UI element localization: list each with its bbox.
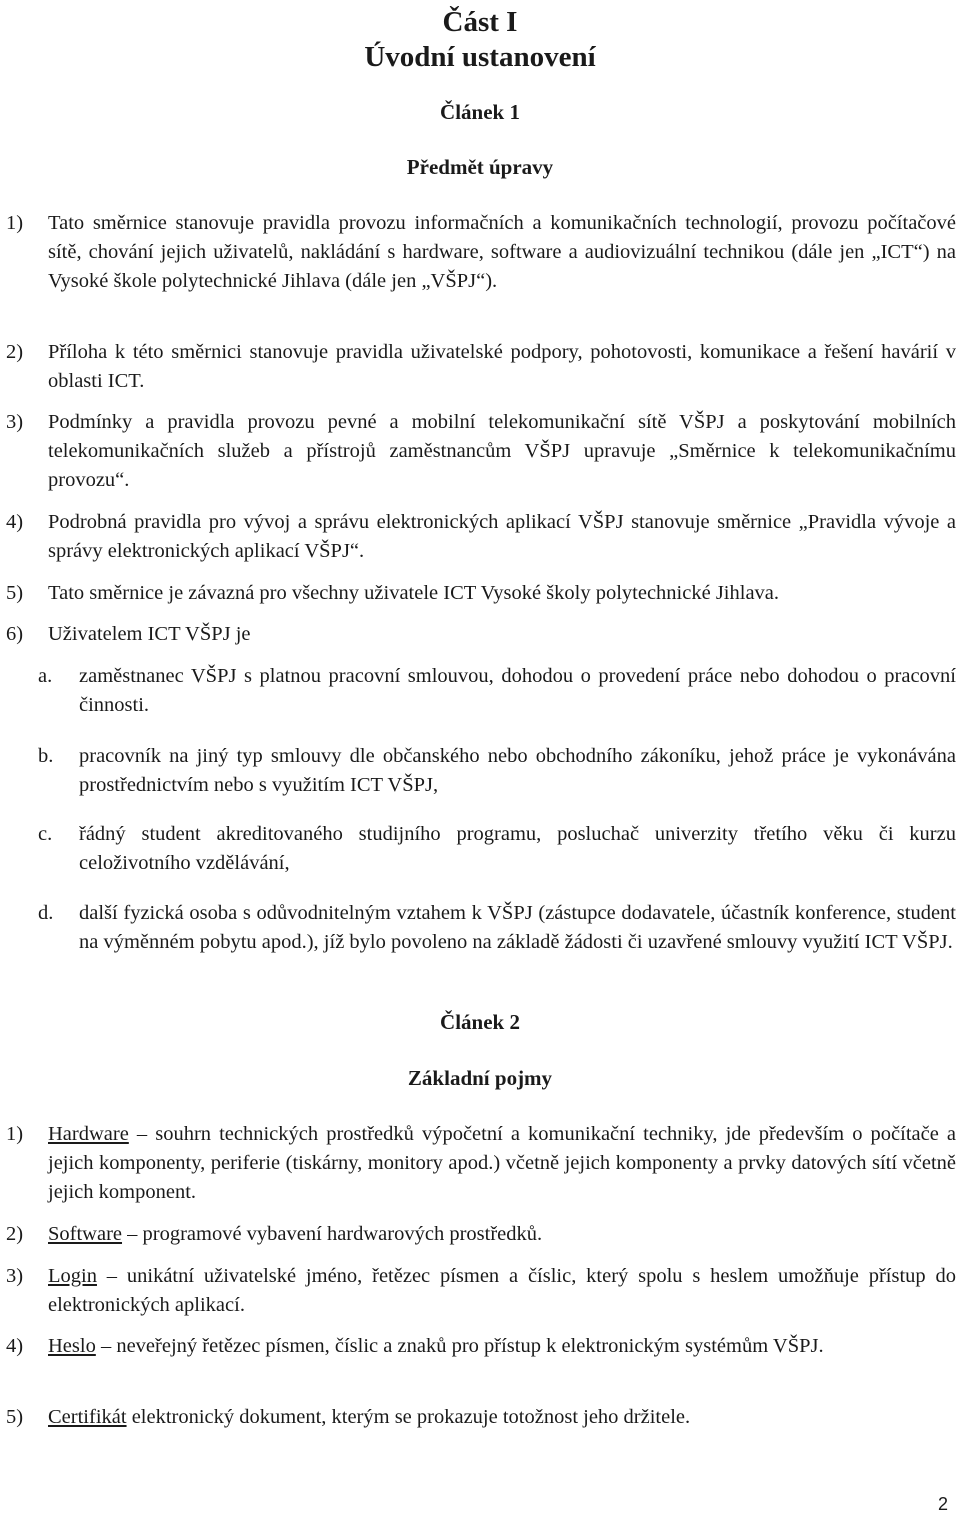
subitem-letter: d. [38,902,54,924]
item-number: 1) [6,212,24,234]
item-number: 6) [6,623,24,645]
subitem-text: pracovník na jiný typ smlouvy dle občanského nebo obchodního zákoníku, jehož práce je vykonávána prostřednictvím nebo s využitím ICT VŠPJ, [79,745,956,796]
definition-number: 1) [6,1123,24,1145]
part-title: Část I [442,6,518,38]
definition-term: Certifikát [48,1406,127,1428]
definition-number: 3) [6,1265,24,1287]
subitem-letter: a. [38,665,53,687]
definition-text [48,1332,956,1361]
definition-number: 5) [6,1406,24,1428]
part-subtitle: Úvodní ustanovení [364,41,596,73]
item-number: 3) [6,411,24,433]
article-2-number: Článek 2 [440,1010,520,1034]
item-text: Příloha k této směrnici stanovuje pravidla uživatelské podpory, pohotovosti, komunikace a řešení havárií v oblasti ICT. [48,341,956,392]
item-text: Uživatelem ICT VŠPJ je [48,623,251,645]
definition-body: – unikátní uživatelské jméno, řetězec písmen a číslic, který spolu s heslem umožňuje přístup do elektronických aplikací. [48,1265,956,1316]
definition-term: Heslo [48,1335,96,1357]
definition-text [48,1220,956,1249]
definition-number: 2) [6,1223,24,1245]
page-number: 2 [937,1494,948,1514]
definition-text [48,1120,956,1207]
definition-body: – programové vybavení hardwarových prostředků. [122,1223,543,1245]
subitem-letter: b. [38,745,54,767]
definition-body: – neveřejný řetězec písmen, číslic a znaků pro přístup k elektronickým systémům VŠPJ. [95,1335,824,1357]
item-number: 2) [6,341,24,363]
item-text: Tato směrnice je závazná pro všechny uživatele ICT Vysoké školy polytechnické Jihlava. [48,582,780,604]
definition-term: Login [48,1265,97,1287]
item-text: Podmínky a pravidla provozu pevné a mobilní telekomunikační sítě VŠPJ a poskytování mobilních telekomunikačních služeb a přístrojů zaměstnancům VŠPJ upravuje „Směrnice k telekomunikačnímu provozu“. [48,411,956,491]
definition-number: 4) [6,1335,24,1357]
subitem-text: řádný student akreditovaného studijního programu, posluchač univerzity třetího věku či kurzu celoživotního vzdělávání, [79,823,956,874]
definition-body: – souhrn technických prostředků výpočetní a komunikační techniky, jde především o počítače a jejich komponenty, periferie (tiskárny, monitory apod.) včetně jejich komponenty a prvky datových sítí včetně jejich komponent. [48,1123,956,1203]
item-text: Tato směrnice stanovuje pravidla provozu informačních a komunikačních technologií, provozu počítačové sítě, chování jejich uživatelů, nakládání s hardware, software a audiovizuální technikou (dále jen „ICT“) na Vysoké škole polytechnické Jihlava (dále jen „VŠPJ“). [48,212,956,292]
definition-term: Hardware [48,1123,129,1145]
definition-text [48,1403,956,1432]
item-number: 4) [6,511,24,533]
item-number: 5) [6,582,24,604]
subitem-text: zaměstnanec VŠPJ s platnou pracovní smlouvou, dohodou o provedení práce nebo dohodou o pracovní činnosti. [79,665,956,716]
item-text: Podrobná pravidla pro vývoj a správu elektronických aplikací VŠPJ stanovuje směrnice „Pravidla vývoje a správy elektronických aplikací VŠPJ“. [48,511,956,562]
subitem-text: další fyzická osoba s odůvodnitelným vztahem k VŠPJ (zástupce dodavatele, účastník konference, student na výměnném pobytu apod.), jíž bylo povoleno na základě žádosti či uzavřené smlouvy využití ICT VŠPJ. [79,902,956,953]
article-2-title: Základní pojmy [407,1066,553,1090]
definition-text [48,1262,956,1320]
definition-term: Software [48,1223,123,1245]
subitem-letter: c. [38,823,53,845]
article-1-title: Předmět úpravy [406,155,554,179]
article-1-number: Článek 1 [440,100,520,124]
definition-body: elektronický dokument, kterým se prokazuje totožnost jeho držitele. [126,1406,691,1428]
